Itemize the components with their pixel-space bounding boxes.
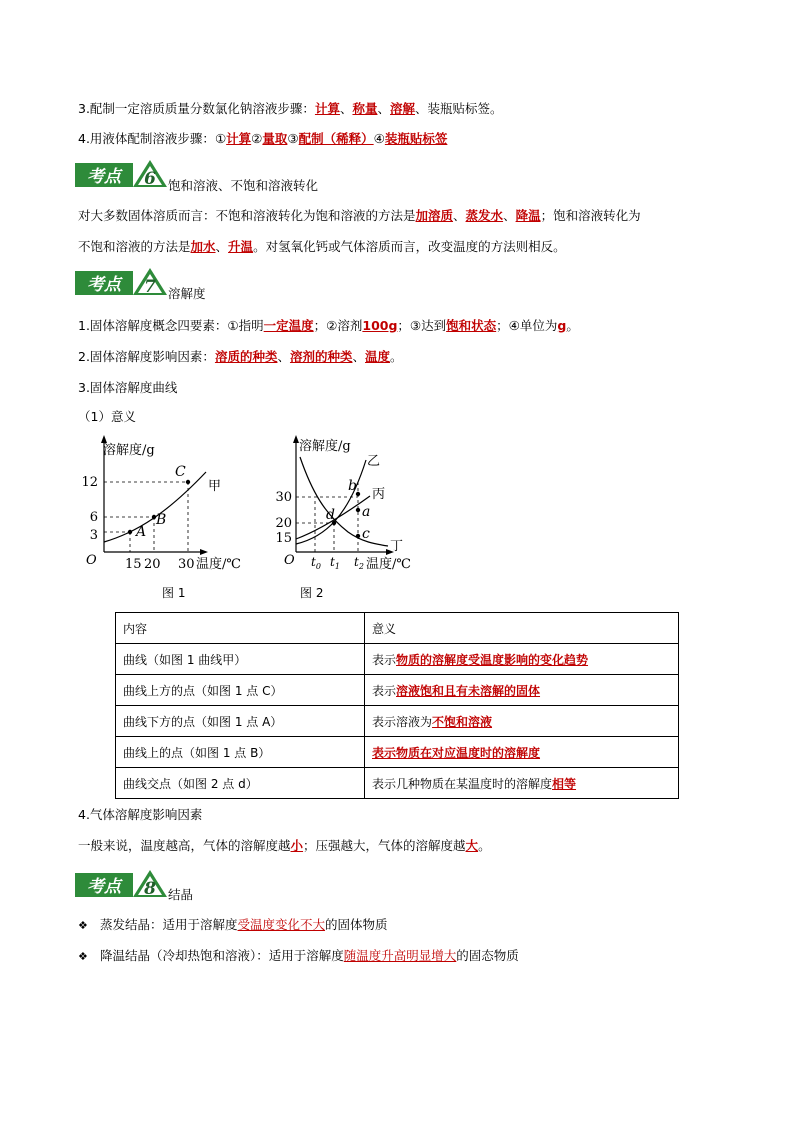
fig2-point-a xyxy=(356,508,360,512)
section-7-title: 溶解度 xyxy=(168,286,206,301)
fig1-label-c: C xyxy=(175,464,186,480)
curve-meaning-table xyxy=(115,612,679,799)
fig2-label-a: a xyxy=(362,504,371,520)
fig1-x-arrow xyxy=(200,549,208,555)
figure-1-solubility-curve xyxy=(78,432,268,582)
table-cell-content: 曲线（如图 1 曲线甲） xyxy=(116,644,365,675)
fig2-point-c xyxy=(356,534,360,538)
fig1-ytick-12: 12 xyxy=(81,475,98,490)
fig2-curve-label-bing: 丙 xyxy=(372,487,386,502)
fig2-curve-yi xyxy=(296,460,366,544)
kaodian-8-badge xyxy=(75,870,167,900)
s6-paragraph-1: 对大多数固体溶质而言：不饱和溶液转化为饱和溶液的方法是加溶质、蒸发水、降温；饱和溶液转化为 xyxy=(78,208,641,223)
fig2-xlabel: 温度/℃ xyxy=(366,557,411,572)
s7-sub-heading: （1）意义 xyxy=(78,409,136,424)
table-cell-content: 曲线上方的点（如图 1 点 C） xyxy=(116,675,365,706)
s7-item-1: 1.固体溶解度概念四要素：①指明一定温度；②溶剂100g；③达到饱和状态；④单位为g。 xyxy=(78,318,579,333)
diamond-bullet-icon: ❖ xyxy=(78,950,88,963)
fig2-origin: O xyxy=(284,553,295,568)
fig1-label-a: A xyxy=(136,524,147,540)
figure-2-solubility-curves xyxy=(270,432,430,582)
fig1-label-b: B xyxy=(156,512,167,528)
fig2-curve-label-ding: 丁 xyxy=(390,539,404,554)
diamond-bullet-icon: ❖ xyxy=(78,919,88,932)
fig2-caption: 图 2 xyxy=(300,586,324,600)
badge-8-number: 8 xyxy=(144,879,156,899)
fig1-xtick-15: 15 xyxy=(125,557,142,572)
kaodian-6-badge xyxy=(75,160,167,190)
fig2-ytick-20: 20 xyxy=(275,516,292,531)
fig1-xlabel: 温度/℃ xyxy=(196,557,241,572)
table-cell-meaning: 表示物质的溶解度受温度影响的变化趋势 xyxy=(365,644,679,675)
badge-8-text: 考点 xyxy=(87,877,121,897)
step-line-4: 4.用液体配制溶液步骤：①计算②量取③配制（稀释）④装瓶贴标签 xyxy=(78,131,448,146)
fig1-point-c xyxy=(186,480,190,484)
fig1-ylabel: 溶解度/g xyxy=(103,443,155,458)
s7-item-2: 2.固体溶解度影响因素：溶质的种类、溶剂的种类、温度。 xyxy=(78,349,403,364)
table-row xyxy=(116,737,679,768)
fig2-xtick-t1: $t_1$ xyxy=(330,555,340,571)
fig2-xtick-t2: $t_2$ xyxy=(354,555,364,571)
fig2-ylabel: 溶解度/g xyxy=(299,439,351,454)
fig2-label-b: b xyxy=(348,478,357,494)
table-row xyxy=(116,768,679,799)
fig2-label-c: c xyxy=(362,526,370,542)
step-line-3: 3.配制一定溶质质量分数氯化钠溶液步骤：计算、称量、溶解、装瓶贴标签。 xyxy=(78,101,503,116)
kaodian-7-badge xyxy=(75,268,167,298)
badge-7-text: 考点 xyxy=(87,275,121,295)
section-8-title: 结晶 xyxy=(168,887,194,902)
fig1-origin: O xyxy=(86,553,97,568)
table-row xyxy=(116,644,679,675)
fig1-curve-jia xyxy=(104,472,206,542)
fig1-xtick-30: 30 xyxy=(178,557,195,572)
fig2-ytick-30: 30 xyxy=(275,490,292,505)
table-row xyxy=(116,675,679,706)
fig1-y-arrow xyxy=(101,435,107,443)
s8-bullet-1: ❖ 蒸发结晶：适用于溶解度受温度变化不大的固体物质 xyxy=(78,916,388,935)
fig2-label-d: d xyxy=(326,507,335,523)
table-header-row xyxy=(116,613,679,644)
fig1-ytick-3: 3 xyxy=(89,528,98,543)
fig1-point-a xyxy=(128,530,132,534)
table-cell-meaning: 表示溶液饱和且有未溶解的固体 xyxy=(365,675,679,706)
gas-title: 4.气体溶解度影响因素 xyxy=(78,807,203,822)
table-header-meaning: 意义 xyxy=(365,613,679,644)
table-row xyxy=(116,706,679,737)
s8-bullet-2: ❖ 降温结晶（冷却热饱和溶液）：适用于溶解度随温度升高明显增大的固态物质 xyxy=(78,947,519,966)
gas-paragraph: 一般来说，温度越高，气体的溶解度越小；压强越大，气体的溶解度越大。 xyxy=(78,838,491,853)
badge-7-number: 7 xyxy=(144,277,156,297)
section-6-title: 饱和溶液、不饱和溶液转化 xyxy=(168,178,319,193)
table-cell-content: 曲线交点（如图 2 点 d） xyxy=(116,768,365,799)
fig1-xtick-20: 20 xyxy=(144,557,161,572)
fig1-curve-label: 甲 xyxy=(208,479,222,494)
fig2-curve-label-yi: 乙 xyxy=(367,454,381,469)
fig1-ytick-6: 6 xyxy=(89,510,98,525)
s7-item-3: 3.固体溶解度曲线 xyxy=(78,380,178,395)
badge-6-text: 考点 xyxy=(87,167,121,187)
fig1-caption: 图 1 xyxy=(162,586,186,600)
table-header-content: 内容 xyxy=(116,613,365,644)
fig2-ytick-15: 15 xyxy=(275,531,292,546)
fig2-xtick-t0: $t_0$ xyxy=(311,555,321,571)
s6-paragraph-2: 不饱和溶液的方法是加水、升温。对氢氧化钙或气体溶质而言，改变温度的方法则相反。 xyxy=(78,239,566,254)
table-cell-meaning: 表示物质在对应温度时的溶解度 xyxy=(365,737,679,768)
table-cell-content: 曲线上的点（如图 1 点 B） xyxy=(116,737,365,768)
badge-6-number: 6 xyxy=(144,169,156,189)
table-cell-content: 曲线下方的点（如图 1 点 A） xyxy=(116,706,365,737)
table-cell-meaning: 表示溶液为不饱和溶液 xyxy=(365,706,679,737)
table-cell-meaning: 表示几种物质在某温度时的溶解度相等 xyxy=(365,768,679,799)
